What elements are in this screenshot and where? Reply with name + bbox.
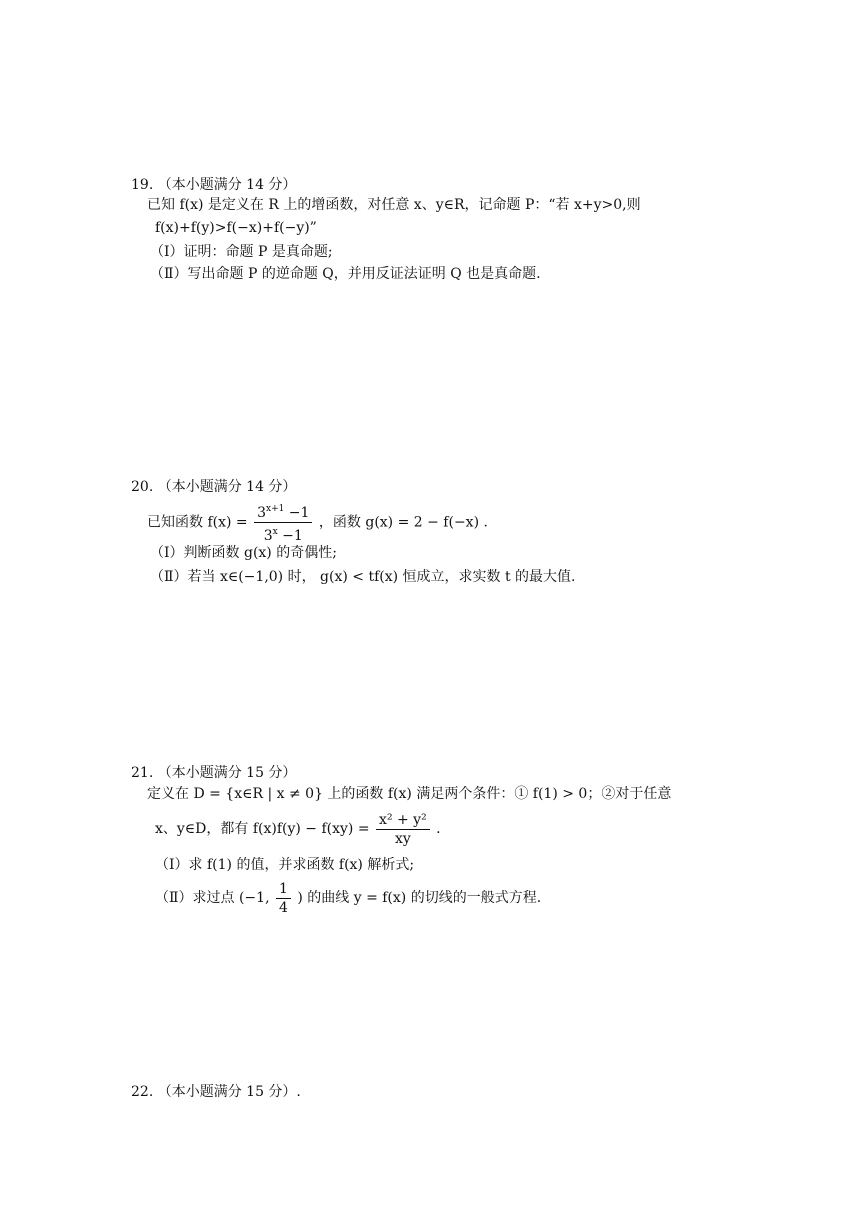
question-21-header	[131, 763, 296, 783]
question-number: 21.	[131, 765, 154, 781]
question-number: 19.	[131, 177, 154, 193]
fraction	[254, 500, 312, 545]
question-19-header	[131, 175, 296, 195]
fraction-denominator: $3^x -1$	[263, 527, 303, 544]
question-number: 22.	[131, 1084, 154, 1100]
fraction	[276, 880, 291, 917]
part-prefix: （Ⅱ）求过点 (−1,	[155, 890, 270, 906]
fraction-numerator: 1	[276, 880, 291, 899]
question-19-stem-line1: 已知 f(x) 是定义在 R 上的增函数，对任意 x、y∈R，记命题 P：“若 x+y>0,则	[147, 197, 641, 213]
question-21-part-1: （Ⅰ）求 f(1) 的值，并求函数 f(x) 解析式;	[155, 857, 415, 873]
question-20-stem	[147, 500, 488, 545]
fraction	[376, 811, 430, 848]
part-suffix: ) 的曲线 y = f(x) 的切线的一般式方程.	[297, 890, 542, 906]
points-note: （本小题满分 15 分）	[157, 765, 297, 781]
question-19-part-1: （Ⅰ）证明：命题 P 是真命题;	[150, 244, 333, 260]
question-21-stem-line1: 定义在 D = {x∈R | x ≠ 0} 上的函数 f(x) 满足两个条件：① f(1) > 0；②对于任意	[147, 786, 672, 802]
question-20-part-2: （Ⅱ）若当 x∈(−1,0) 时， g(x) < tf(x) 恒成立，求实数 t 的最大值.	[150, 569, 576, 585]
question-19-stem-line2: f(x)+f(y)>f(−x)+f(−y)”	[155, 220, 317, 236]
points-note: （本小题满分 14 分）	[157, 479, 297, 495]
fraction-denominator: 4	[278, 899, 288, 916]
fraction-numerator: $3^{x+1} -1$	[254, 500, 312, 523]
question-20-header	[131, 477, 296, 497]
stem-prefix: x、y∈D，都有 f(x)f(y) − f(xy) =	[155, 821, 370, 837]
fraction-denominator: xy	[394, 830, 411, 847]
question-22-header	[131, 1082, 301, 1102]
stem-prefix: 已知函数 f(x) =	[147, 514, 248, 531]
stem-suffix: .	[436, 821, 441, 837]
stem-suffix: ，函数 g(x) = 2 − f(−x) .	[318, 514, 488, 531]
points-note: （本小题满分 15 分）.	[157, 1084, 301, 1100]
points-note: （本小题满分 14 分）	[157, 177, 297, 193]
question-19-part-2: （Ⅱ）写出命题 P 的逆命题 Q，并用反证法证明 Q 也是真命题.	[150, 266, 541, 282]
question-20-part-1: （Ⅰ）判断函数 g(x) 的奇偶性;	[150, 545, 337, 561]
question-21-stem-line2	[155, 809, 441, 849]
question-21-part-2	[155, 878, 541, 918]
fraction-numerator: x² + y²	[376, 811, 430, 830]
question-number: 20.	[131, 479, 154, 495]
